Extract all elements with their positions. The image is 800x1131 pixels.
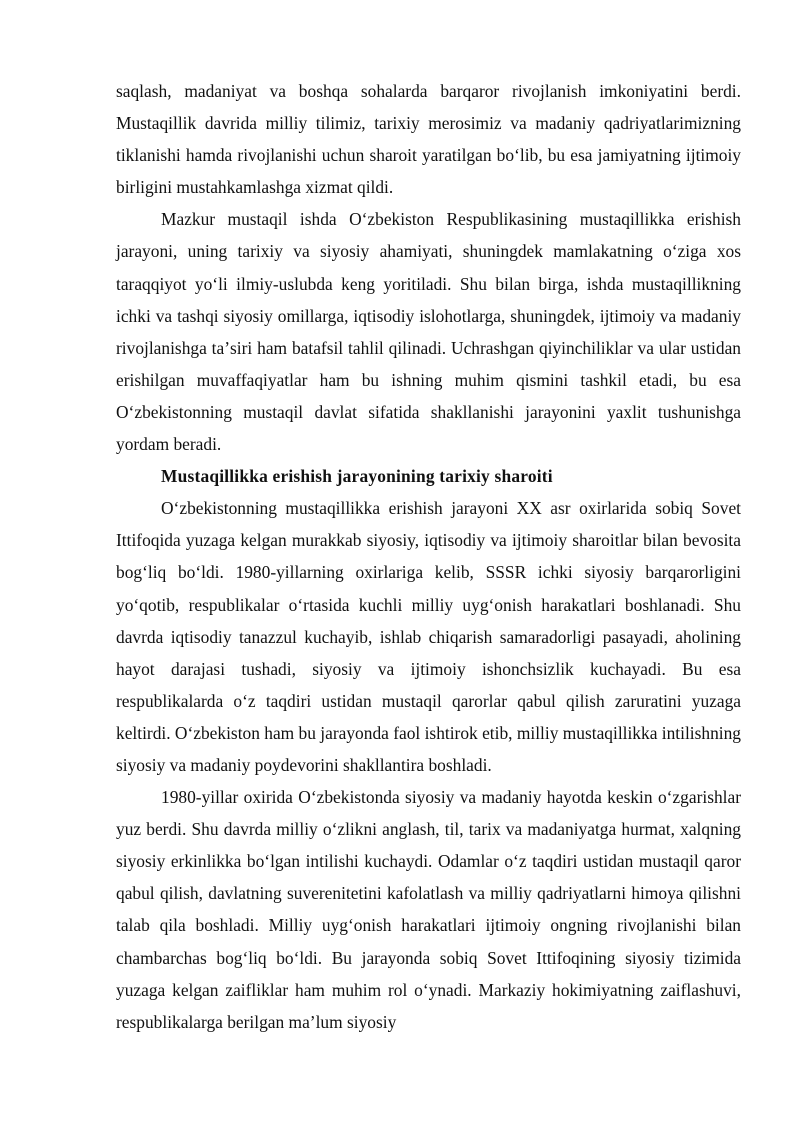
page-content: [116, 75, 741, 1038]
paragraph-history: Oʻzbekistonning mustaqillikka erishish jarayoni XX asr oxirlarida sobiq Sovet Ittifoqida yuzaga kelgan murakkab siyosiy, iqtisodiy va ijtimoiy sharoitlar bilan bevosita bogʻliq boʻldi. 1980-yillarning oxirlariga kelib, SSSR ichki siyosiy barqarorligini yoʻqotib, respublikalar oʻrtasida kuchli milliy uygʻonish harakatlari boshlanadi. Shu davrda iqtisodiy tanazzul kuchayib, ishlab chiqarish samaradorligi pasayadi, aholining hayot darajasi tushadi, siyosiy va ijtimoiy ishonchsizlik kuchayadi. Bu esa respublikalarda oʻz taqdiri ustidan mustaqil qarorlar qabul qilish zaruratini yuzaga keltirdi. Oʻzbekiston ham bu jarayonda faol ishtirok etib, milliy mustaqillikka intilishning siyosiy va madaniy poydevorini shakllantira boshladi.: [116, 498, 742, 775]
paragraph-continued: saqlash, madaniyat va boshqa sohalarda barqaror rivojlanish imkoniyatini berdi. Mustaqillik davrida milliy tilimiz, tarixiy merosimiz va madaniy qadriyatlarimizning tiklanishi hamda rivojlanishi uchun sharoit yaratilgan boʻlib, bu esa jamiyatning ijtimoiy birligini mustahkamlashga xizmat qildi.: [116, 81, 741, 198]
paragraph-intro: Mazkur mustaqil ishda Oʻzbekiston Respublikasining mustaqillikka erishish jarayoni, uning tarixiy va siyosiy ahamiyati, shuningdek mamlakatning oʻziga xos taraqqiyot yoʻli ilmiy-uslubda keng yoritiladi. Shu bilan birga, ishda mustaqillikning ichki va tashqi siyosiy omillarga, iqtisodiy islohotlarga, shuningdek, ijtimoiy va madaniy rivojlanishga taʼsiri ham batafsil tahlil qilinadi. Uchrashgan qiyinchiliklar va ular ustidan erishilgan muvaffaqiyatlar ham bu ishning muhim qismini tashkil etadi, bu esa Oʻzbekistonning mustaqil davlat sifatida shakllanishi jarayonini yaxlit tushunishga yordam beradi.: [116, 209, 741, 455]
paragraph-1980s: 1980-yillar oxirida Oʻzbekistonda siyosiy va madaniy hayotda keskin oʻzgarishlar yuz berdi. Shu davrda milliy oʻzlikni anglash, til, tarix va madaniyatga hurmat, xalqning siyosiy erkinlikka boʻlgan intilishi kuchaydi. Odamlar oʻz taqdiri ustidan mustaqil qaror qabul qilish, davlatning suverenitetini kafolatlash va milliy qadriyatlarni himoya qilishni talab qila boshladi. Milliy uygʻonish harakatlari ijtimoiy ongning rivojlanishi bilan chambarchas bogʻliq boʻldi. Bu jarayonda sobiq Sovet Ittifoqining siyosiy tizimida yuzaga kelgan zaifliklar ham muhim rol oʻynadi. Markaziy hokimiyatning zaiflashuvi, respublikalarga berilgan maʼlum siyosiy: [116, 787, 741, 1032]
section-heading: Mustaqillikka erishish jarayonining tarixiy sharoiti: [161, 466, 553, 487]
